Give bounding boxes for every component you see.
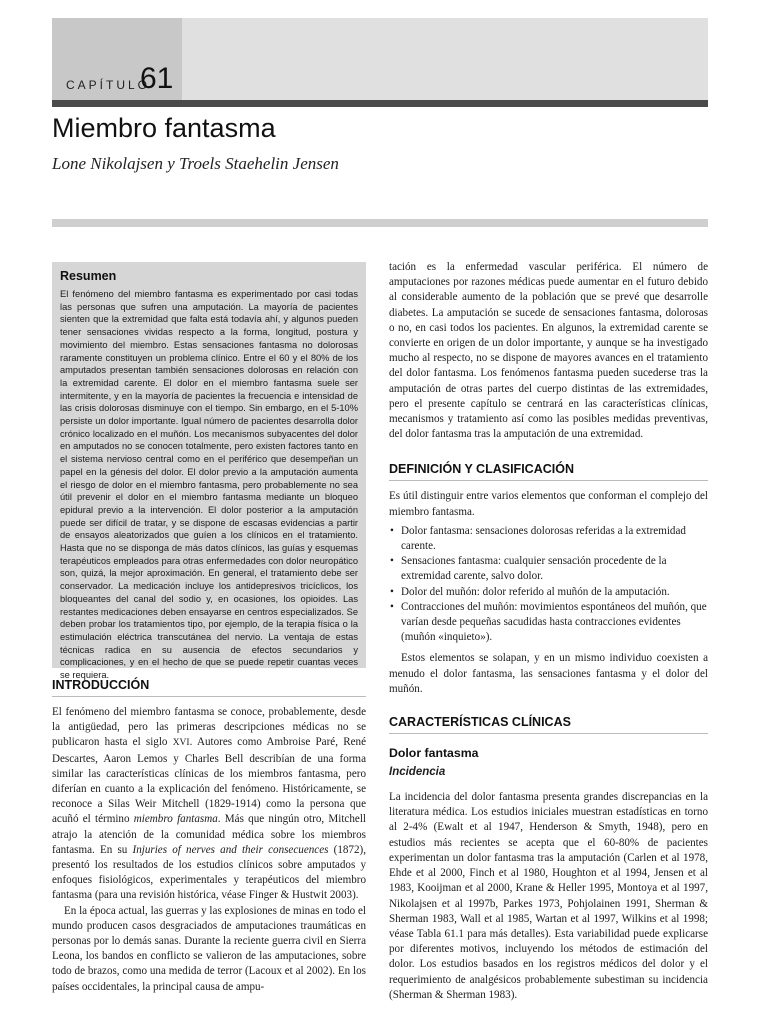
- right-column: [389, 260, 708, 1003]
- definition-heading: DEFINICIÓN Y CLASIFICACIÓN: [389, 462, 708, 481]
- list-item: • Sensaciones fantasma: cualquier sensación procedente de la extremidad carente, salvo dolor.: [390, 555, 667, 583]
- clinical-heading: CARACTERÍSTICAS CLÍNICAS: [389, 715, 708, 734]
- definition-close: Estos elementos se solapan, y en un mismo individuo coexisten a menudo el dolor fantasma, las sensaciones fantasma y el dolor del muñón.: [389, 652, 708, 695]
- separator-bar: [52, 219, 708, 227]
- intro-text-d: (1872), presentó los resultados de los estudios clínicos sobre amputados y enfoques fisiológicos, experimentales y terapéuticos del miembro fantasma (para una revisión histórica, véase Finger & Hustwit 2003).: [52, 843, 366, 902]
- abstract-heading: Resumen: [60, 269, 117, 283]
- abstract-box: [52, 262, 366, 681]
- chapter-label: CAPÍTULO: [66, 78, 151, 92]
- list-item: • Dolor fantasma: sensaciones dolorosas referidas a la extremidad carente.: [390, 524, 686, 553]
- intro-text-c: . Más que ningún otro, Mitchell atrajo la atención de la comunidad médica sobre los miembros fantasma. En su: [52, 813, 366, 856]
- list-item-text: Dolor del muñón: dolor referido al muñón de la amputación.: [401, 585, 670, 598]
- intro-paragraph-2: En la época actual, las guerras y las explosiones de minas en todo el mundo producen casos desgraciados de amputaciones traumáticas en personas por lo demás sanas. Durante la reciente guerra civil en Sierra Leona, los bandos en conflicto se valieron de las amputaciones, sobre todo de brazos, como una medida de terror (Lacoux et al 2002). En los países occidentales, la principal causa de ampu-: [52, 904, 366, 993]
- incidence-heading: Incidencia: [389, 766, 446, 779]
- authors: Lone Nikolajsen y Troels Staehelin Jensen: [52, 154, 339, 173]
- intro-text-b: . Autores como Ambroise Paré, René Descartes, Aaron Lemos y Charles Bell describían de una forma similar las características clínicas de los miembros fantasma, pero diferían en cuanto a la explicación del fenómeno. Históricamente, se reconoce a Silas Weir Mitchell (1829-1914) como la persona que acuñó el término: [52, 736, 367, 826]
- list-item-text: Dolor fantasma: sensaciones dolorosas referidas a la extremidad carente.: [401, 524, 686, 553]
- list-item-text: Contracciones del muñón: movimientos espontáneos del muñón, que varían desde pequeñas sacudidas hasta contracciones evidentes (muñón «inquieto»).: [401, 600, 707, 644]
- list-item: • Dolor del muñón: dolor referido al muñón de la amputación.: [390, 585, 670, 598]
- chapter-strip: [182, 18, 708, 100]
- page-title: Miembro fantasma: [52, 113, 276, 143]
- chapter-rule: [52, 100, 708, 107]
- intro-paragraph-1: [52, 705, 366, 904]
- intro-heading: INTRODUCCIÓN: [52, 678, 366, 697]
- intro-century: XVI: [172, 738, 190, 749]
- intro-continuation: tación es la enfermedad vascular periférica. El número de amputaciones por razones médicas puede aumentar en el futuro debido al considerable aumento de la población que se prevé que desarrolle diabetes. La amputación se sucede de sensaciones fantasma, dolorosas o no, en casi todos los pacientes. En algunos, la extremidad carente se convierte en origen de un dolor importante, y aunque se ha investigado mucho al respecto, no se dispone de mayores avances en el tratamiento del dolor fantasma. Los fenómenos fantasma pueden sucederse tras la amputación de otras partes del cuerpo distintas de las extremidades, pero el presente capítulo se centrará en las características clínicas, mecanismos y tratamiento así como las posibles medidas preventivas, del dolor fantasma tras la amputación de una extremidad.: [389, 261, 708, 441]
- intro-text-a: El fenómeno del miembro fantasma se conoce, probablemente, desde la antigüedad, pero las primeras descripciones médicas no se publicaron hasta el siglo: [52, 706, 366, 749]
- incidence-text: La incidencia del dolor fantasma presenta grandes discrepancias en la literatura médica. Los estudios iniciales muestran estadísticas en torno al 2-4% (Ewalt et al 1947, Henderson & Smyth, 1948), pero en estudios más recientes se acepta que el 60-80% de pacientes experimentan un dolor fantasma tras la amputación (Carlen et al 1978, Ehde et al 2000, Finch et al 1980, Houghton et al 1994, Jensen et al 1983, Kooijman et al 2000, Krane & Heller 1995, Montoya et al 1997, Nikolajsen et al 1997b, Parkes 1973, Pohjolainen 1991, Sherman & Sherman 1983, Wall et al 1985, Wartan et al 1997, Wilkins et al 1998; véase Tabla 61.1 para más detalles). Esta variabilidad puede explicarse por diferentes motivos, incluyendo los métodos de estimación del dolor. Los estudios basados en los registros médicos del dolor y el requerimiento de analgésicos probablemente subestiman su incidencia (Sherman & Sherman 1983).: [389, 791, 708, 1001]
- list-item: • Contracciones del muñón: movimientos espontáneos del muñón, que varían desde pequeñas sacudidas hasta contracciones evidentes (muñón «inquieto»).: [390, 600, 707, 644]
- definition-intro: Es útil distinguir entre varios elementos que conforman el complejo del miembro fantasma.: [389, 490, 708, 518]
- list-item-text: Sensaciones fantasma: cualquier sensación procedente de la extremidad carente, salvo dolor.: [401, 555, 667, 583]
- intro-book-title: Injuries of nerves and their consecuences: [132, 843, 329, 856]
- chapter-number: 61: [140, 62, 174, 95]
- abstract-text: El fenómeno del miembro fantasma es experimentado por casi todas las personas que sufren una amputación. La mayoría de pacientes sienten que la extremidad que falta está todavía ahí, y algunos pueden tener sensaciones vividas respecto a la forma, longitud, postura y movimiento del miembro. Estas sensaciones fantasma no dolorosas raramente constituyen un problema clínico. Entre el 60 y el 80% de los amputados presentan también sensaciones dolorosas en relación con la extremidad carente. El dolor en el miembro fantasma suele ser intermitente, y en la mayoría de pacientes la frecuencia e intensidad de las crisis dolorosas disminuye con el tiempo. Sin embargo, en el 5-10% persiste un dolor importante. Igual número de pacientes desarrolla dolor crónico localizado en el muñón. Los mecanismos subyacentes del dolor en amputados no se conocen totalmente, pero existen factores tanto en el sistema nervioso central como en el periférico que desempeñan un papel en la génesis del dolor. El dolor previo a la amputación aumenta el riesgo de dolor en el miembro fantasma, pero probablemente no sea útil prevenir el dolor en el miembro fantasma mediante un bloqueo epidural previo a la intervención. El dolor posterior a la amputación puede ser difícil de tratar, y se dispone de escasas evidencias a partir de ensayos aleatorizados que guíen a los clínicos en el tratamiento. Hasta que no se disponga de más datos clínicos, las guías y esquemas terapéuticos empleados para otras enfermedades con dolor neuropático son, quizá, la mejor aproximación. En general, el tratamiento debe ser conservador. La medicación incluye los antidepresivos tricíclicos, los bloqueantes del canal del sodio y, en ocasiones, los opioides. Las restantes medicaciones deben ensayarse en centros especializados. Se deben probar los tratamientos tipo, por ejemplo, de la terapia física o la estimulación eléctrica transcutánea del nervio. La ventaja de estas técnicas radica en su ausencia de efectos secundarios y complicaciones, y en el hecho de que se puede repetir cuantas veces se requiera.: [60, 289, 358, 681]
- intro-term: miembro fantasma: [133, 813, 218, 826]
- definition-list: [389, 524, 708, 646]
- left-column: [52, 678, 366, 995]
- clinical-subheading: Dolor fantasma: [389, 746, 479, 761]
